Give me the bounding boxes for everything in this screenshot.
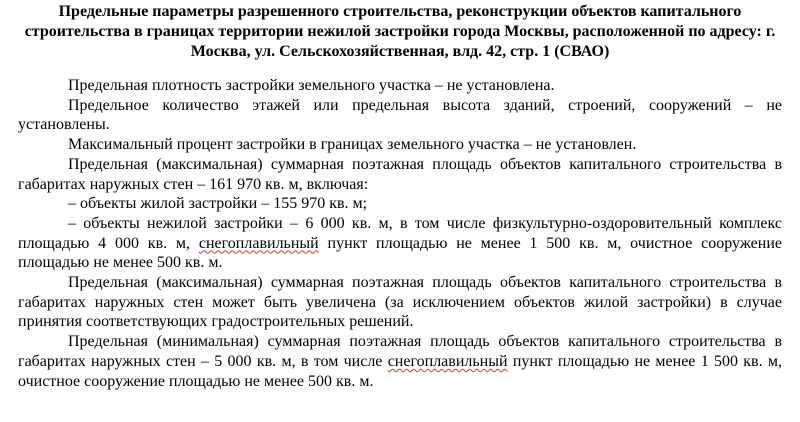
text-fragment: пункт площадью не менее 1 500 кв. м, очистное сооружение площадью не менее 500 кв. м.	[18, 234, 782, 272]
text-fragment: пункт площадью не менее 1 500 кв. м, очистное сооружение площадью не менее 500 кв. м.	[18, 352, 783, 390]
paragraph-floors: Предельное количество этажей или предельная высота зданий, строений, сооружений – не установлены.	[18, 96, 782, 134]
paragraph-increase: Предельная (максимальная) суммарная поэтажная площадь объектов капитального строительства в габаритах наружных стен может быть увеличена (за исключением объектов жилой застройки) в случае принятия соответствующих градостроительных решений.	[18, 274, 782, 331]
list-item-residential: – объекты жилой застройки – 155 970 кв. м;	[68, 195, 368, 213]
spellcheck-flagged-word[interactable]: снегоплавильный	[387, 352, 508, 370]
list-item-nonresidential	[18, 214, 782, 273]
spellcheck-flagged-word[interactable]: снегоплавильный	[198, 234, 319, 252]
paragraph-min-floor-area	[18, 332, 782, 391]
text-fragment: – объекты нежилой застройки – 6 000 кв. м, в том числе физкультурно-оздоровительный комплекс площадью 4 000 кв. м,	[18, 214, 782, 252]
paragraph-max-floor-area: Предельная (максимальная) суммарная поэтажная площадь объектов капитального строительства в габаритах наружных стен – 161 970 кв. м, включая:	[18, 155, 782, 193]
document-title: Предельные параметры разрешенного строительства, реконструкции объектов капитального строительства в границах территории нежилой застройки города Москвы, расположенной по адресу: г. Москва, ул. Сельскохозяйственная, влд. 42, стр. 1 (СВАО)	[24, 3, 776, 60]
document-body	[18, 76, 782, 391]
paragraph-density: Предельная плотность застройки земельного участка – не установлена.	[68, 77, 555, 94]
paragraph-coverage: Максимальный процент застройки в границах земельного участка – не установлен.	[68, 136, 637, 154]
text-fragment: Предельная (минимальная) суммарная поэтажная площадь объектов капитального строительства в габаритах наружных стен – 5 000 кв. м, в том числе	[18, 333, 782, 370]
